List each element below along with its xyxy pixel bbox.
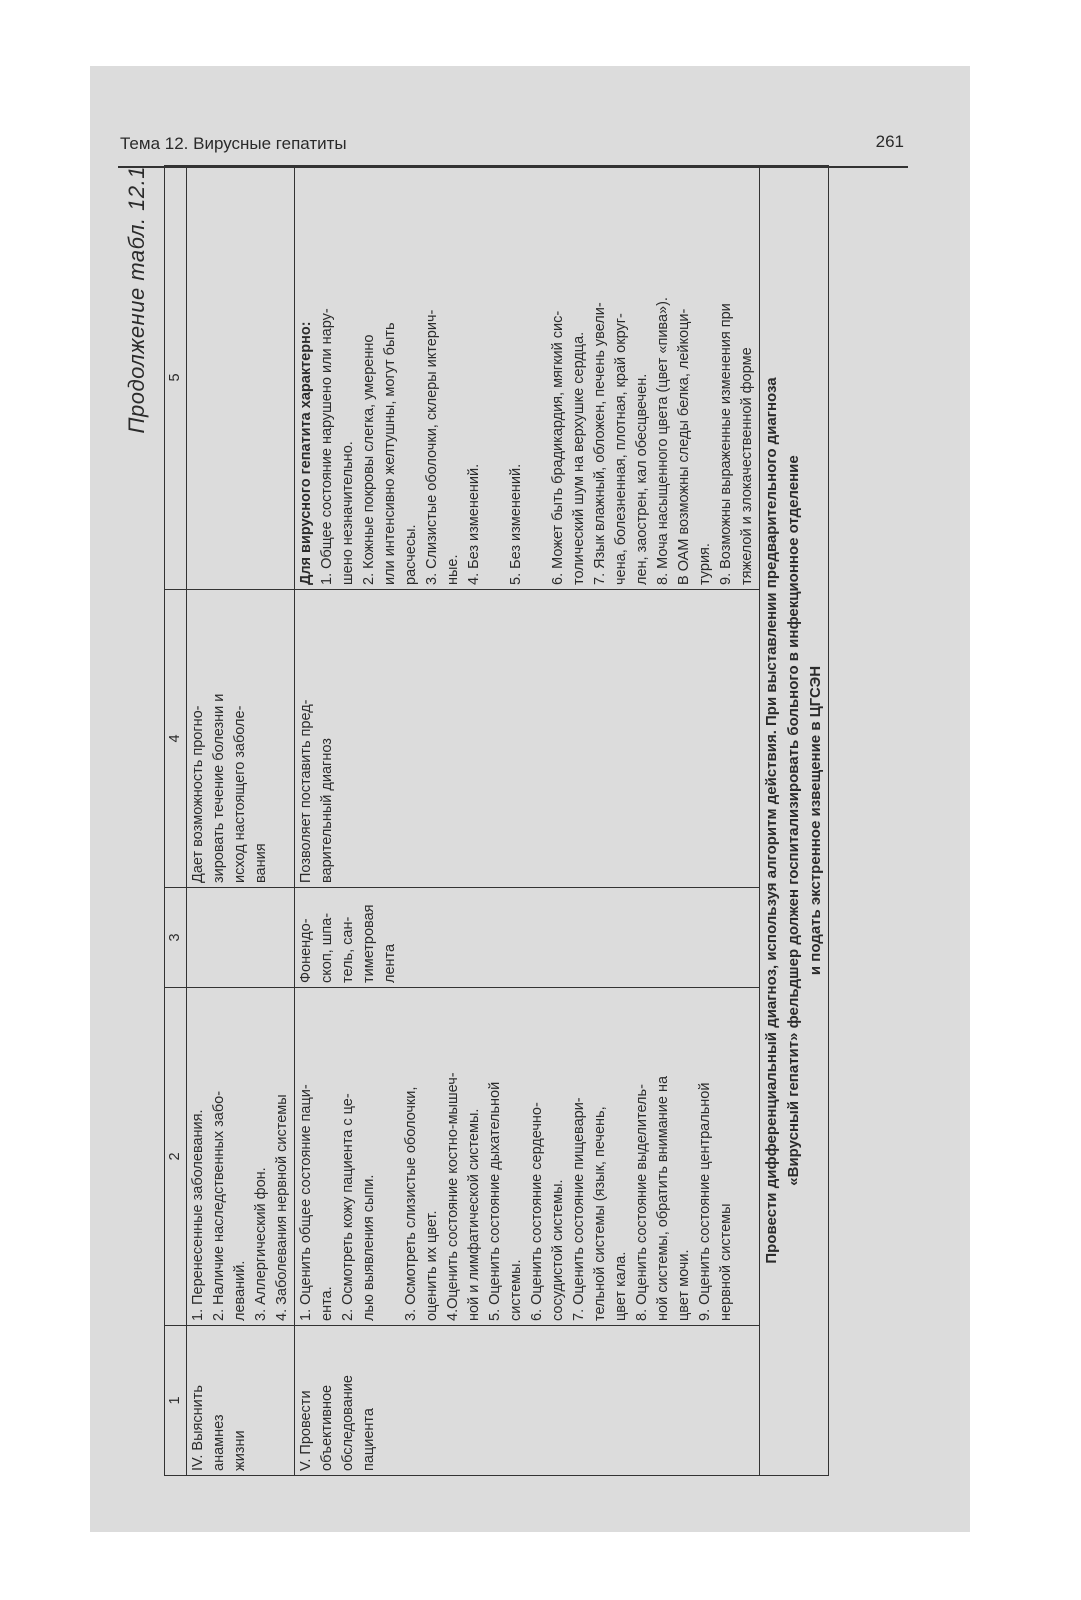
page-number: 261 xyxy=(875,132,904,151)
text-line: нервной системы xyxy=(718,1203,734,1321)
text-line xyxy=(485,170,506,585)
actions-cell xyxy=(187,988,295,1326)
text-line: системы. xyxy=(508,1259,524,1321)
text-line: расчесы. xyxy=(403,524,419,585)
text-line: тиметровая xyxy=(361,904,377,983)
text-line: 1. Оценить общее состояние паци- xyxy=(298,1084,314,1321)
text-line: анамнез xyxy=(211,1414,227,1471)
algorithm-note xyxy=(760,166,829,1476)
text-line: ные. xyxy=(445,554,461,585)
text-line: ной и лимфатической системы. xyxy=(466,1108,482,1321)
col-number-2: 2 xyxy=(165,988,187,1326)
text-line: шено незначительно. xyxy=(340,441,356,585)
equipment-cell xyxy=(295,888,760,988)
findings-list xyxy=(317,170,758,585)
text-line: 4. Заболевания нервной системы xyxy=(274,1094,290,1321)
rationale-cell xyxy=(187,590,295,888)
text-line: лью выявления сыпи. xyxy=(361,1174,377,1321)
text-line: чена, болезненная, плотная, край округ- xyxy=(613,313,629,585)
text-line: толический шум на верхушке сердца. xyxy=(571,331,587,585)
text-line: лента xyxy=(382,943,398,983)
text-line: 2. Осмотреть кожу пациента с це- xyxy=(340,1093,356,1321)
text-line: 4. Без изменений. xyxy=(466,463,482,585)
footer-row xyxy=(760,166,829,1476)
findings-cell xyxy=(187,166,295,590)
text-line: «Вирусный гепатит» фельдшер должен госпитализировать больного в инфекционное отделение xyxy=(785,455,802,1186)
text-line: оценить их цвет. xyxy=(424,1210,440,1321)
symptom-table xyxy=(164,165,829,1476)
text-line: 3. Осмотреть слизистые оболочки, xyxy=(403,1086,419,1321)
text-line: тельной системы (язык, печень, xyxy=(592,1106,608,1321)
text-line: 6. Оценить состояние сердечно- xyxy=(529,1102,545,1321)
text-line xyxy=(527,170,548,585)
text-line: Позволяет поставить пред- xyxy=(298,699,314,883)
actions-cell xyxy=(295,988,760,1326)
text-line: Провести дифференциальный диагноз, используя алгоритм действия. При выставлении предварительного диагноза xyxy=(763,377,780,1264)
text-line: пациента xyxy=(361,1408,377,1471)
stage-cell xyxy=(187,1326,295,1476)
text-line: 5. Без изменений. xyxy=(508,463,524,585)
text-line: 6. Может быть брадикардия, мягкий сис- xyxy=(550,310,566,585)
text-line: 7. Оценить состояние пищевари- xyxy=(571,1097,587,1321)
table-caption: Продолжение табл. 12.1 xyxy=(124,166,149,434)
text-line: 3. Аллергический фон. xyxy=(253,1167,269,1321)
text-line: жизни xyxy=(232,1430,248,1471)
col-number-1: 1 xyxy=(165,1326,187,1476)
col-number-3: 3 xyxy=(165,888,187,988)
equipment-cell xyxy=(187,888,295,988)
col-number-4: 4 xyxy=(165,590,187,888)
col-number-5: 5 xyxy=(165,166,187,590)
text-line: скоп, шпа- xyxy=(319,912,335,983)
text-line: В ОАМ возможны следы белка, лейкоци- xyxy=(676,308,692,585)
column-number-row xyxy=(165,166,187,1476)
text-line: 8. Моча насыщенного цвета (цвет «пива»). xyxy=(655,297,671,585)
text-line: 1. Перенесенные заболевания. xyxy=(190,1109,206,1321)
findings-title: Для вирусного гепатита характерно: xyxy=(298,321,314,585)
text-line xyxy=(380,992,401,1321)
text-line: вания xyxy=(253,843,269,883)
text-line: зировать течение болезни и xyxy=(211,693,227,883)
findings-cell xyxy=(295,166,760,590)
text-line: сосудистой системы. xyxy=(550,1179,566,1321)
text-line: цвет мочи. xyxy=(676,1249,692,1321)
text-line: V. Провести xyxy=(298,1390,314,1471)
stage-cell xyxy=(295,1326,760,1476)
text-line: 2. Кожные покровы слегка, умеренно xyxy=(361,334,377,585)
text-line: ной системы, обратить внимание на xyxy=(655,1075,671,1321)
text-line: объективное xyxy=(319,1384,335,1471)
text-line: 8. Оценить состояние выделитель- xyxy=(634,1084,650,1321)
text-line: 9. Оценить состояние центральной xyxy=(697,1082,713,1321)
text-line: Дает возможность прогно- xyxy=(190,705,206,883)
text-line: IV. Выяснить xyxy=(190,1385,206,1471)
text-line: 4.Оценить состояние костно-мышеч- xyxy=(445,1072,461,1321)
text-line: цвет кала. xyxy=(613,1251,629,1321)
text-line: 1. Общее состояние нарушено или нару- xyxy=(319,308,335,585)
text-line: тель, сан- xyxy=(340,916,356,983)
text-line: исход настоящего заболе- xyxy=(232,705,248,883)
table-row xyxy=(295,166,760,1476)
page-header xyxy=(118,126,908,168)
table-row xyxy=(187,166,295,1476)
text-line: 7. Язык влажный, обложен, печень увели- xyxy=(592,302,608,585)
text-line: обследование xyxy=(340,1375,356,1471)
running-head: Тема 12. Вирусные гепатиты xyxy=(120,134,347,153)
text-line: турия. xyxy=(697,543,713,585)
text-line: или интенсивно желтушны, могут быть xyxy=(382,322,398,585)
text-line: 9. Возможны выраженные изменения при xyxy=(718,303,734,585)
text-line: леваний. xyxy=(232,1260,248,1321)
text-line: варительный диагноз xyxy=(319,738,335,883)
text-line: лен, заострен, кал обесцвечен. xyxy=(634,373,650,585)
text-line: 2. Наличие наследственных забо- xyxy=(211,1090,227,1321)
text-line: ента. xyxy=(319,1286,335,1321)
text-line: Фонендо- xyxy=(298,918,314,983)
text-line: 5. Оценить состояние дыхательной xyxy=(487,1081,503,1321)
text-line: тяжелой и злокачественной форме xyxy=(739,347,755,585)
text-line: и подать экстренное извещение в ЦГСЭН xyxy=(807,665,824,976)
rotated-table-block xyxy=(124,166,900,1476)
text-line: 3. Слизистые оболочки, склеры иктерич- xyxy=(424,309,440,585)
rationale-cell xyxy=(295,590,760,888)
